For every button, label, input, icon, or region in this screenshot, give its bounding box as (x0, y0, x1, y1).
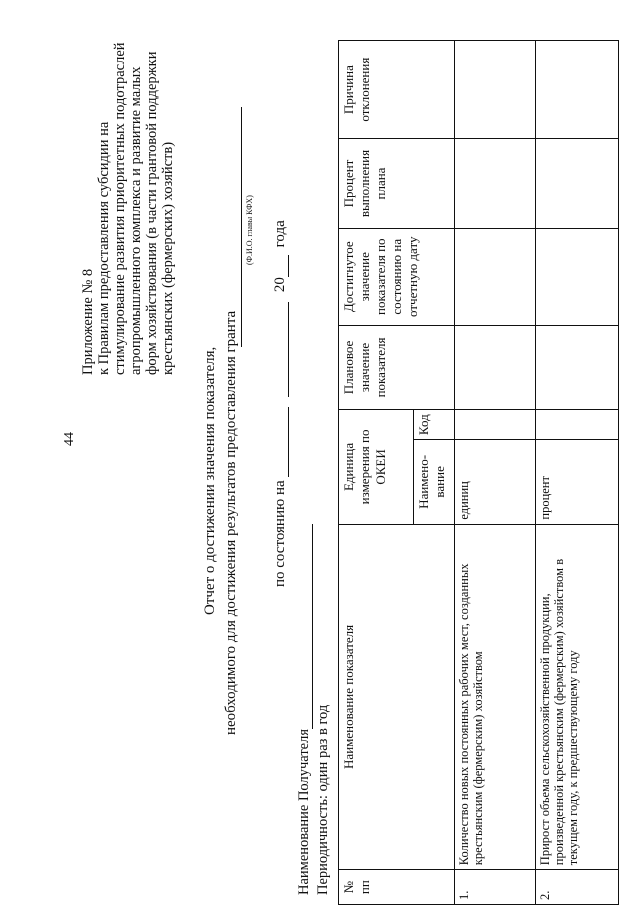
header-unit-code: Код (414, 410, 455, 440)
date-year-prefix: 20 (272, 277, 288, 293)
appendix-line: агропромышленного комплекса и развитие малых (128, 66, 144, 375)
appendix-line: форм хозяйствования (в части грантовой поддержки (144, 51, 160, 375)
table-row (455, 41, 536, 905)
cell-name: Прирост объема сельскохозяйственной продукции, произведенной крестьянским (фермерским) хозяйством в текущем году, к предшествующему году (536, 524, 619, 870)
fio-underline (241, 107, 242, 347)
cell-planned (536, 325, 619, 410)
indicator-table (338, 40, 619, 905)
fio-caption: (Ф.И.О. главы КФХ) (245, 195, 254, 265)
date-day-blank (274, 407, 289, 477)
cell-percent (455, 139, 536, 229)
recipient-row (296, 524, 313, 895)
cell-num: 1. (455, 870, 536, 905)
page-number: 44 (62, 432, 77, 446)
cell-name: Количество новых постоянных рабочих мест, созданных крестьянским (фермерским) хозяйством (455, 524, 536, 870)
cell-reason (536, 41, 619, 139)
report-date-row (272, 220, 289, 587)
cell-reason (455, 41, 536, 139)
appendix-line: крестьянских (фермерских) хозяйств) (160, 141, 176, 375)
table-header-row (339, 41, 414, 905)
date-suffix: года (272, 220, 288, 248)
header-percent: Процент выполнения плана (339, 139, 455, 229)
header-reason: Причина отклонения (339, 41, 455, 139)
recipient-label: Наименование Получателя (296, 728, 312, 895)
cell-achieved (455, 228, 536, 325)
header-planned: Плановое значение показателя (339, 325, 455, 410)
report-title-line1: Отчет о достижении значения показателя, (202, 346, 218, 615)
cell-unit-name: процент (536, 440, 619, 525)
cell-unit-name: единиц (455, 440, 536, 525)
recipient-blank (299, 524, 313, 729)
cell-unit-code (536, 410, 619, 440)
header-num: № пп (339, 870, 455, 905)
appendix-block (80, 15, 176, 375)
header-achieved: Достигнутое значение показателя по состоянию на отчетную дату (339, 228, 455, 325)
header-unit-name: Наимено-вание (414, 440, 455, 525)
header-name: Наименование показателя (339, 524, 455, 870)
appendix-line: к Правилам предоставления субсидии на (96, 121, 112, 375)
appendix-title: Приложение № 8 (80, 268, 96, 375)
date-month-blank (274, 302, 289, 397)
cell-planned (455, 325, 536, 410)
date-prefix: по состоянию на (272, 480, 288, 587)
periodicity-text: Периодичность: один раз в год (315, 704, 331, 895)
header-unit-group: Единица измерения по ОКЕИ (339, 410, 414, 524)
cell-num: 2. (536, 870, 619, 905)
cell-unit-code (455, 410, 536, 440)
appendix-line: стимулирование развития приоритетных подотраслей (112, 42, 128, 375)
report-title-line2: необходимого для достижения результатов предоставления гранта (223, 310, 239, 735)
date-year-blank (274, 255, 289, 277)
table-row (536, 41, 619, 905)
cell-percent (536, 139, 619, 229)
cell-achieved (536, 228, 619, 325)
